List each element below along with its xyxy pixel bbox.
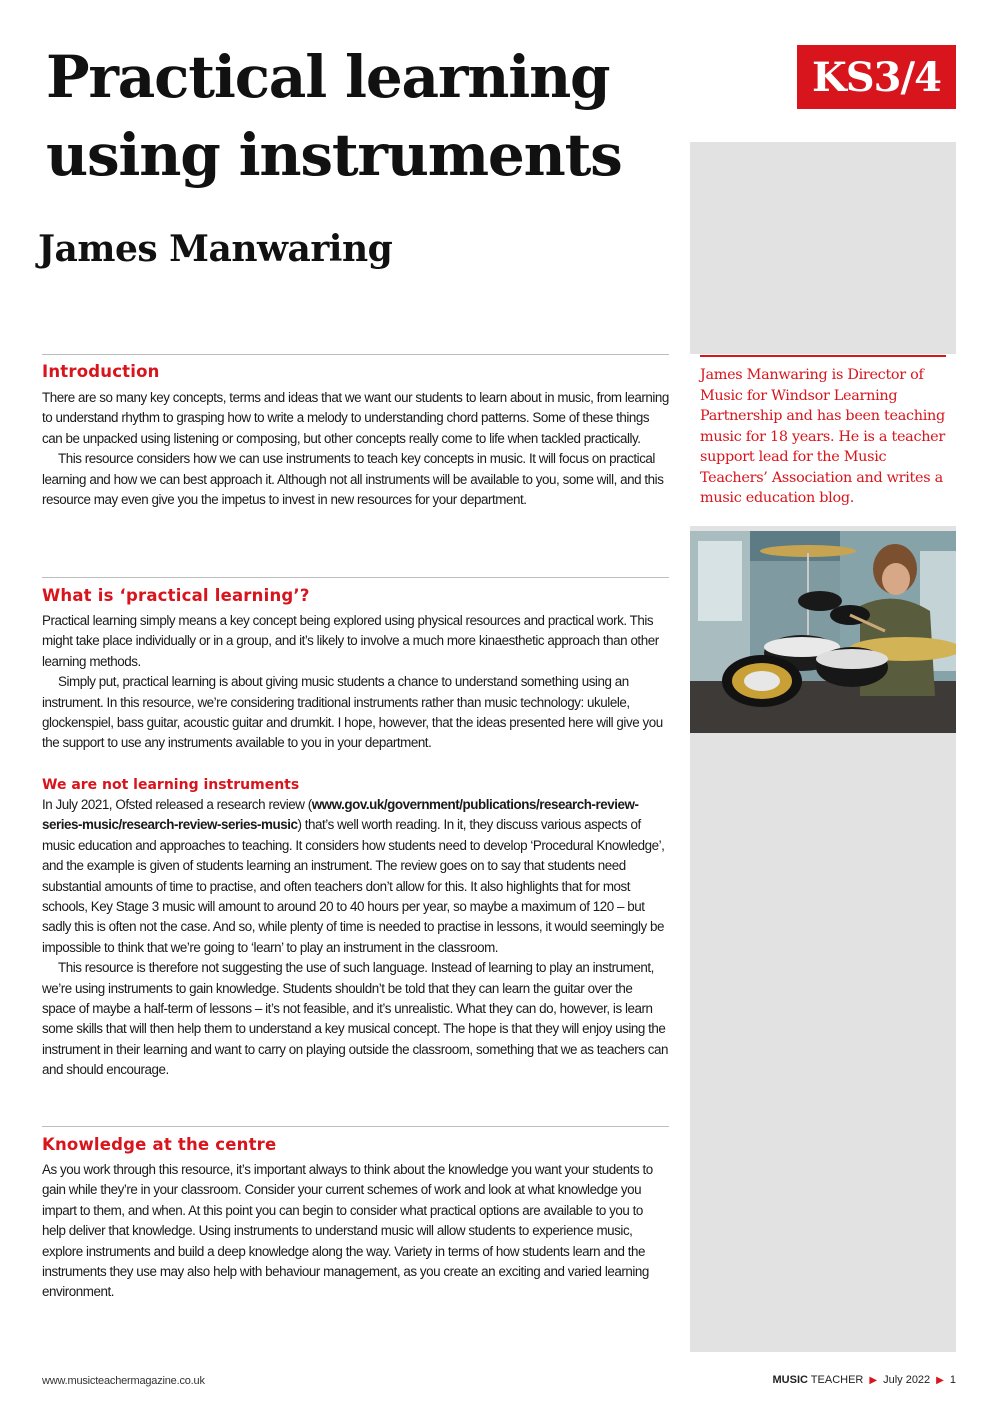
footer-website-link[interactable]: www.musicteachermagazine.co.uk — [42, 1375, 205, 1387]
triangle-right-icon: ▶ — [936, 1374, 944, 1386]
introduction-heading: Introduction — [42, 362, 160, 381]
key-stage-badge: KS3/4 — [797, 45, 956, 109]
knowledge-paragraph-1: As you work through this resource, it’s important always to think about the knowledge you want your students to gain while they’re in your classroom. Consider your current schemes of work and look at what knowledge you impart to them, and when. At this point you can begin to consider what practical options are available to you to help deliver that knowledge. Using instruments to understand music will allow students to experience music, explore instruments and build a deep knowledge along the way. Variety in terms of how students learn and the instruments they use may also help with behaviour management, as you create an exciting and varied learning environment. — [42, 1162, 653, 1300]
author-name: James Manwaring — [38, 228, 393, 270]
section-what-is-practical-learning — [42, 586, 669, 754]
photo-student-drumkit-icon — [690, 531, 956, 733]
practical-learning-paragraph-2: Simply put, practical learning is about giving music students a chance to understand something using an instrument. In this resource, we’re considering traditional instruments rather than music technology: ukulele, glockenspiel, bass guitar, acoustic guitar and drumkit. I hope, however, that the ideas presented here will give you the support to use any instruments available to you in your department. — [42, 674, 663, 751]
student-drumkit-photo — [690, 531, 956, 733]
sidebar-divider — [700, 355, 946, 357]
footer-magazine-info — [773, 1374, 957, 1386]
knowledge-heading: Knowledge at the centre — [42, 1135, 277, 1154]
page-number: 1 — [949, 1374, 956, 1386]
section-knowledge-at-centre — [42, 1135, 669, 1303]
section-divider — [42, 1126, 669, 1127]
not-learning-heading: We are not learning instruments — [42, 777, 300, 793]
magazine-name-bold: MUSIC — [772, 1374, 808, 1386]
section-divider — [42, 577, 669, 578]
magazine-name — [773, 1374, 864, 1386]
ofsted-review-link[interactable]: www.gov.uk/government/publications/research-review-series-music/research-review-series-music — [42, 797, 639, 833]
magazine-name-rest: TEACHER — [807, 1374, 864, 1386]
not-learning-text-a: In July 2021, Ofsted released a research review ( — [42, 797, 312, 812]
page-title: Practical learning using instruments — [46, 43, 622, 189]
not-learning-paragraph-1 — [42, 795, 669, 958]
sidebar-panel — [690, 142, 956, 1352]
not-learning-text-b: ) that’s well worth reading. In it, they discuss various aspects of music education and approaches to teaching. It considers how students need to develop ‘Procedural Knowledge’, and the example is given of students learning an instrument. The review goes on to say that students need substantial amounts of time to practise, and often teachers don’t allow for this. It also highlights that for most schools, Key Stage 3 music will amount to around 20 to 40 hours per year, so maybe a maximum of 120 – but sadly this is often not the case. And so, while plenty of time is needed to practise in lessons, it would seemingly be impossible to think that we’re going to ‘learn’ to play an instrument in the classroom. — [42, 817, 665, 955]
practical-learning-paragraph-1: Practical learning simply means a key concept being explored using physical resources and practical work. This might take place individually or in a group, and it’s likely to involve a much more kinaesthetic approach than other learning methods. — [42, 613, 659, 669]
section-not-learning-instruments — [42, 777, 669, 1081]
section-divider — [42, 354, 669, 355]
practical-learning-heading: What is ‘practical learning’? — [42, 586, 310, 605]
not-learning-paragraph-2: This resource is therefore not suggesting the use of such language. Instead of learning to play an instrument, we’re using instruments to gain knowledge. Students shouldn’t be told that they can learn the guitar over the space of maybe a half-term of lessons – it’s not feasible, and it’s unrealistic. What they can do, however, is learn some skills that will then help them to understand a key musical concept. The hope is that they will enjoy using the instrument in their learning and want to carry on playing outside the classroom, something that we as teachers can and should encourage. — [42, 960, 669, 1078]
issue-date: July 2022 — [883, 1374, 931, 1386]
section-introduction — [42, 362, 669, 510]
triangle-right-icon: ▶ — [869, 1374, 878, 1386]
author-bio: James Manwaring is Director of Music for Windsor Learning Partnership and has been teaching music for 18 years. He is a teacher support lead for the Music Teachers’ Association and writes a music education blog. — [700, 367, 945, 506]
introduction-paragraph-1: There are so many key concepts, terms and ideas that we want our students to learn about in music, from learning to understand rhythm to grasping how to write a melody to understanding chord patterns. Some of these things can be unpacked using listening or composing, but other concepts really come to life when tackled practically. — [42, 390, 669, 446]
introduction-paragraph-2: This resource considers how we can use instruments to teach key concepts in music. It will focus on practical learning and how we can best approach it. Although not all instruments will be available to you, some will, and this resource may even give you the impetus to invest in new resources for your department. — [42, 451, 664, 508]
